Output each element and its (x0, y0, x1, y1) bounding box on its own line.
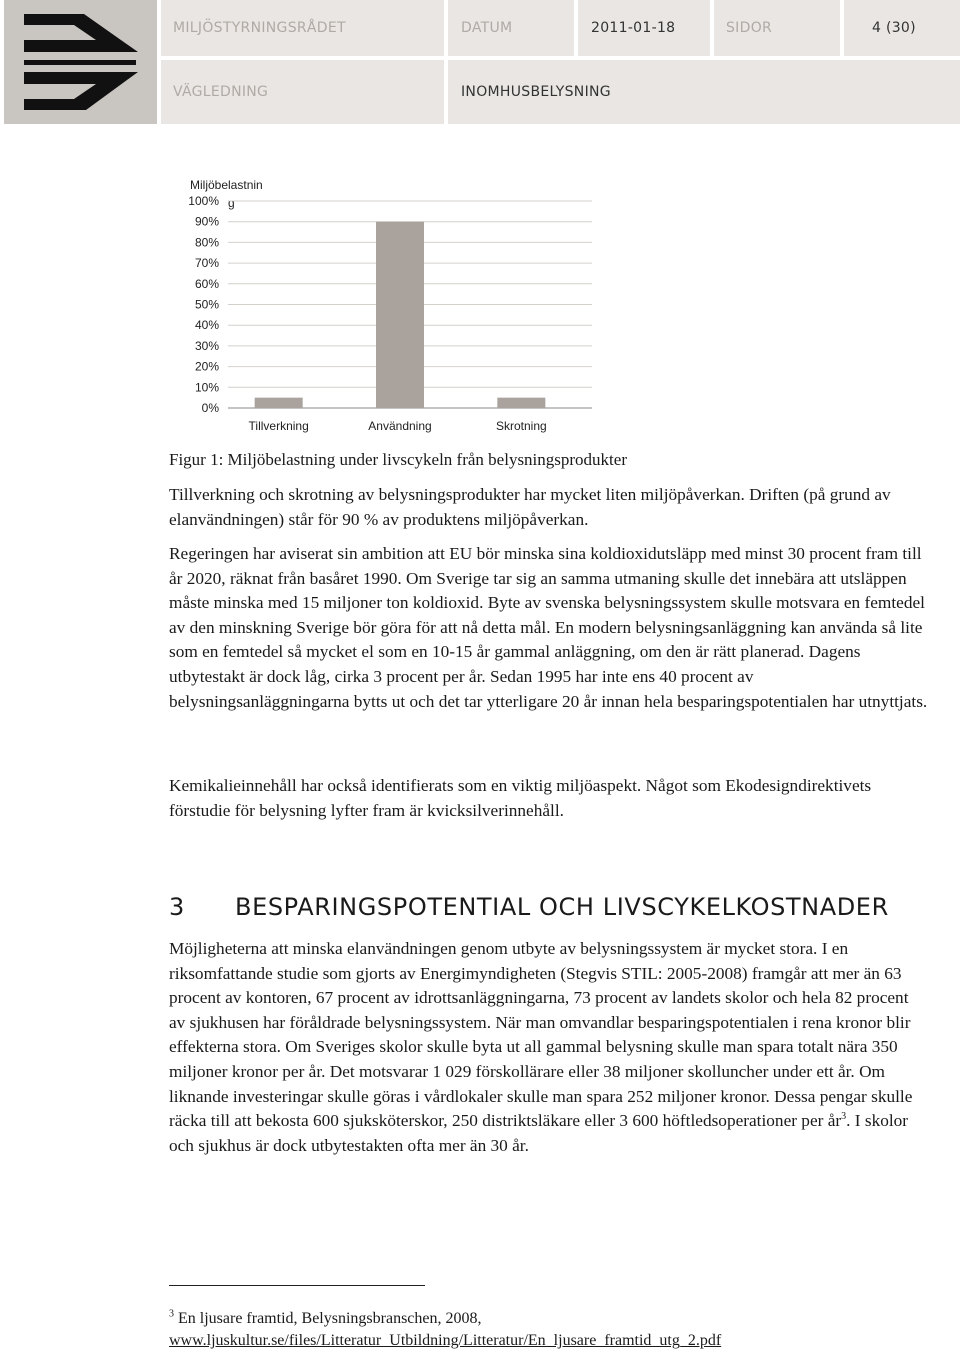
section-number: 3 (169, 893, 185, 921)
footnote-link[interactable]: www.ljuskultur.se/files/Litteratur_Utbildning/Litteratur/En_ljusare_framtid_utg_2.pdf (169, 1332, 722, 1349)
header-subject: INOMHUSBELYSNING (448, 60, 960, 124)
header-org: MILJÖSTYRNINGSRÅDET (161, 0, 444, 56)
y-tick-label: 30% (194, 338, 219, 353)
y-tick-label: 20% (194, 359, 219, 374)
x-tick-label: Skrotning (495, 419, 547, 433)
y-tick-label: 90% (194, 214, 219, 229)
header-pages-value: 4 (30) (844, 0, 960, 56)
footnote-number: 3 (169, 1308, 174, 1320)
page-header (4, 0, 960, 124)
y-tick-label: 100% (188, 194, 219, 208)
y-tick-label: 70% (194, 256, 219, 271)
y-tick-label: 0% (201, 401, 219, 415)
footnote-ref: 3 (841, 1111, 847, 1123)
logo (4, 0, 157, 124)
x-tick-label: Tillverkning (248, 419, 309, 433)
section-title: BESPARINGSPOTENTIAL OCH LIVSCYKELKOSTNADER (235, 893, 889, 921)
y-axis-label: Miljöbelastnin (190, 178, 263, 192)
y-tick-label: 60% (194, 276, 219, 291)
header-date-value: 2011-01-18 (578, 0, 710, 56)
header-date-label: DATUM (448, 0, 574, 56)
bar (497, 398, 545, 408)
paragraph-chemicals: Kemikalieinnehåll har också identifierats som en viktig miljöaspekt. Något som Ekodesigndirektivets förstudie för belysning lyfter fram är kvicksilverinnehåll. (169, 776, 872, 820)
msr-logo-icon (4, 0, 157, 124)
x-tick-label: Användning (368, 419, 432, 433)
paragraph-summary: Tillverkning och skrotning av belysningsprodukter har mycket liten miljöpåverkan. Driften (på grund av elanvändningen) står för 90 % av produktens miljöpåverkan. (169, 485, 891, 529)
y-tick-label: 10% (194, 380, 219, 395)
y-axis-label-end: g (228, 196, 235, 210)
footnote-text: En ljusare framtid, Belysningsbranschen, 2008, (174, 1310, 482, 1327)
chart-svg (180, 170, 600, 440)
paragraph-savings-end: . I skolor och sjukhus är dock utbytestakten ofta mer än 30 år. (169, 1111, 909, 1155)
y-tick-label: 40% (194, 318, 219, 333)
paragraph-emissions: Regeringen har aviserat sin ambition att EU bör minska sina koldioxidutsläpp med minst 30 procent fram till år 2020, räknat från basåret 1990. Om Sverige tar sig an samma utmaning skulle det innebära att utsläppen måste minska med 15 miljoner ton koldioxid. Byte av svenska belysningssystem skulle motsvara en femtedel av den minskning Sverige bör göra för att nå detta mål. En modern belysningsanläggning kan använda så lite som en femtedel så mycket el som en 10-15 år gammal anläggning, om den är rätt planerad. Dagens utbytestakt är dock låg, cirka 3 procent per år. Sedan 1995 har inte ens 40 procent av belysningsanläggningarna bytts ut och det tar ytterligare 20 år innan hela besparingspotentialen har utnyttjats. (169, 544, 928, 711)
bar (376, 222, 424, 408)
footnote-divider (169, 1285, 425, 1286)
lifecycle-chart (180, 170, 600, 440)
footnote (169, 1308, 721, 1352)
bar (255, 398, 303, 408)
y-tick-label: 80% (194, 235, 219, 250)
section-heading (169, 893, 889, 921)
header-pages-label: SIDOR (714, 0, 840, 56)
header-doc-type: VÄGLEDNING (161, 60, 444, 124)
paragraph-savings-text: Möjligheterna att minska elanvändningen genom utbyte av belysningssystem är mycket stora. I en riksomfattande studie som gjorts av Energimyndigheten (Stegvis STIL: 2005-2008) framgår att mer än 63 procent av kontoren, 67 procent av idrottsanläggningarna, 73 procent av landets skolor och hela 82 procent av sjukhusen har föråldrade belysningssystem. När man omvandlar besparingspotentialen i rena kronor blir effekterna stora. Om Sveriges skolor skulle byta ut all gammal belysning skulle man spara totalt nära 350 miljoner kronor per år. Det motsvarar 1 029 förskollärare eller 38 miljoner skolluncher under ett år. Om liknande investeringar skulle göras i vårdlokaler skulle man spara 252 miljoner kronor. Dessa pengar skulle räcka till att bekosta 600 sjuksköterskor, 250 distriktsläkare eller 3 600 höftledsoperationer per år (169, 939, 913, 1131)
y-tick-label: 50% (194, 297, 219, 312)
figure-caption: Figur 1: Miljöbelastning under livscykeln från belysningsprodukter (169, 450, 627, 469)
paragraph-savings (169, 937, 929, 1158)
